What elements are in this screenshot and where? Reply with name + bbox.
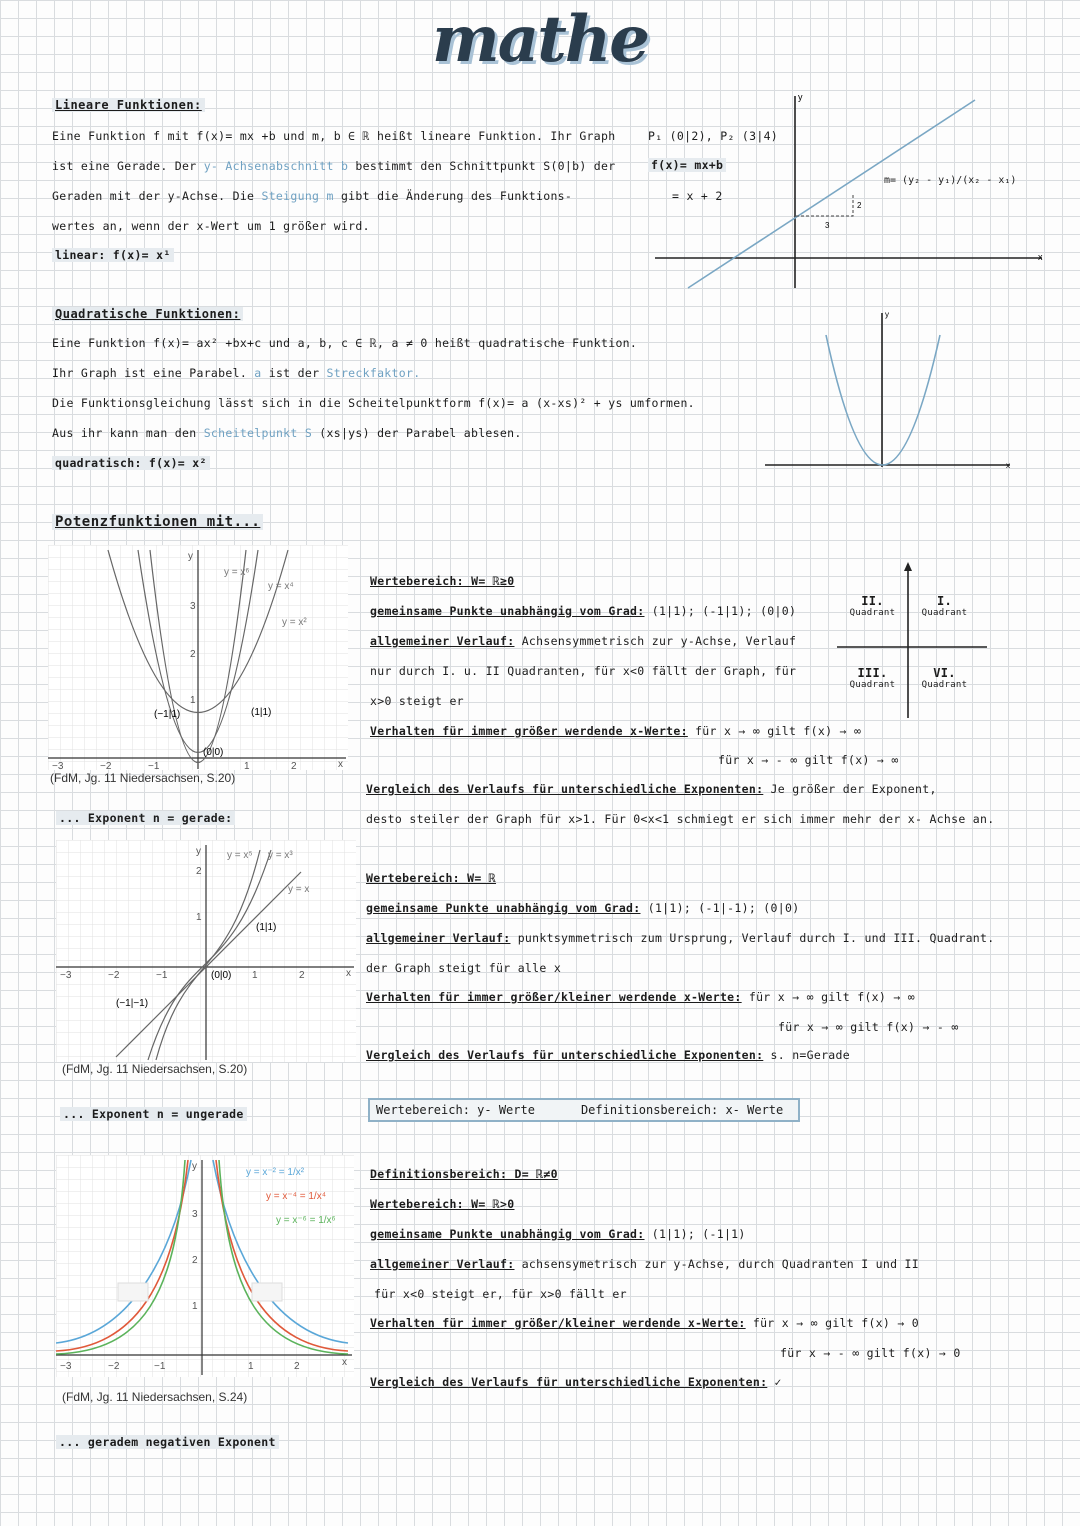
odd-point-1-1: (1|1) xyxy=(256,922,277,933)
odd-label-x3: y = x³ xyxy=(268,850,293,861)
svg-text:−2: −2 xyxy=(108,1361,120,1372)
even-t3: allgemeiner Verlauf: Achsensymmetrisch zur y-Achse, Verlauf xyxy=(370,634,797,648)
even-label-x4: y = x⁴ xyxy=(268,581,294,592)
power-heading: Potenzfunktionen mit... xyxy=(52,514,263,530)
neg-t2: Wertebereich: W= ℝ>0 xyxy=(370,1197,515,1211)
svg-text:−3: −3 xyxy=(60,1361,72,1372)
even-exponent-label: ... Exponent n = gerade: xyxy=(56,811,235,825)
svg-text:y: y xyxy=(188,551,193,562)
svg-text:y: y xyxy=(196,846,201,857)
odd-t3: allgemeiner Verlauf: punktsymmetrisch zum Ursprung, Verlauf durch I. und III. Quadrant. xyxy=(366,931,995,945)
quadratic-line-4: Aus ihr kann man den Scheitelpunkt S (xs|ys) der Parabel ablesen. xyxy=(52,426,522,440)
odd-point-m1-m1: (−1|−1) xyxy=(116,998,149,1009)
odd-t7: Vergleich des Verlaufs für unterschiedliche Exponenten: s. n=Gerade xyxy=(366,1048,850,1062)
linear-heading: Lineare Funktionen: xyxy=(52,98,205,112)
svg-text:−2: −2 xyxy=(108,970,120,981)
neg-t1: Definitionsbereich: D= ℝ≠0 xyxy=(370,1167,558,1181)
linear-points: P₁ (0|2), P₂ (3|4) xyxy=(648,129,779,143)
svg-text:1: 1 xyxy=(196,912,202,923)
even-t1: Wertebereich: W= ℝ≥0 xyxy=(370,574,515,588)
even-t5: x>0 steigt er xyxy=(370,694,464,708)
neg-t7: für x → - ∞ gilt f(x) → 0 xyxy=(780,1346,961,1360)
linear-graph xyxy=(650,88,1050,293)
quadratic-line-2: Ihr Graph ist eine Parabel. a ist der Streckfaktor. xyxy=(52,366,421,380)
neg-graph-caption: (FdM, Jg. 11 Niedersachsen, S.24) xyxy=(62,1390,248,1404)
even-label-x6: y = x⁶ xyxy=(224,567,250,578)
svg-text:3: 3 xyxy=(190,601,196,612)
quadratic-line-1: Eine Funktion f(x)= ax² +bx+c und a, b, c ∈ ℝ, a ≠ 0 heißt quadratische Funktion. xyxy=(52,336,638,350)
quadratic-summary: quadratisch: f(x)= x² xyxy=(52,456,210,470)
svg-text:2: 2 xyxy=(190,649,196,660)
odd-exponent-label: ... Exponent n = ungerade xyxy=(60,1107,247,1121)
odd-t1: Wertebereich: W= ℝ xyxy=(366,871,497,885)
even-t2: gemeinsame Punkte unabhängig vom Grad: (1|1); (-1|1); (0|0) xyxy=(370,604,797,618)
odd-point-0-0: (0|0) xyxy=(211,970,232,981)
linear-summary: linear: f(x)= x¹ xyxy=(52,248,174,262)
odd-t4: der Graph steigt für alle x xyxy=(366,961,562,975)
even-t6: Verhalten für immer größer werdende x-Werte: für x → ∞ gilt f(x) → ∞ xyxy=(370,724,862,738)
slope-dx-label: 3 xyxy=(825,221,830,230)
parabola-x-label: x xyxy=(1006,461,1010,470)
linear-formula: f(x)= mx+b xyxy=(648,158,726,172)
even-label-x2: y = x² xyxy=(282,617,307,628)
linear-line-2: ist eine Gerade. Der y- Achsenabschnitt b bestimmt den Schnittpunkt S(0|b) der xyxy=(52,159,616,173)
neg-label-x-6: y = x⁻⁶ = 1/x⁶ xyxy=(276,1215,336,1226)
odd-label-x1: y = x xyxy=(288,884,310,895)
neg-exponent-label: ... geradem negativen Exponent xyxy=(56,1435,279,1449)
neg-power-graph xyxy=(56,1155,354,1377)
linear-line-3: Geraden mit der y-Achse. Die Steigung m gibt die Änderung des Funktions- xyxy=(52,189,573,203)
svg-text:−1: −1 xyxy=(148,761,160,770)
quadrant-2: II. Quadrant xyxy=(849,594,896,618)
linear-x-label: x xyxy=(1038,252,1043,262)
slope-dy-label: 2 xyxy=(857,201,862,210)
even-t7: für x → - ∞ gilt f(x) → ∞ xyxy=(718,753,899,767)
slope-formula: m= (y₂ - y₁)/(x₂ - x₁) xyxy=(884,175,1017,186)
quadratic-heading: Quadratische Funktionen: xyxy=(52,307,243,321)
linear-y-label: y xyxy=(798,92,803,102)
neg-t5: für x<0 steigt er, für x>0 fällt er xyxy=(374,1287,627,1301)
linear-result: = x + 2 xyxy=(672,189,723,203)
neg-label-x-2: y = x⁻² = 1/x² xyxy=(246,1167,305,1178)
even-t9: desto steiler der Graph für x>1. Für 0<x<1 schmiegt er sich immer mehr der x- Achse an. xyxy=(366,812,995,826)
quadrant-3: III. Quadrant xyxy=(849,666,896,690)
neg-t8: Vergleich des Verlaufs für unterschiedliche Exponenten: ✓ xyxy=(370,1375,782,1389)
quadratic-line-3: Die Funktionsgleichung lässt sich in die Scheitelpunktform f(x)= a (x-xs)² + ys umformen. xyxy=(52,396,695,410)
odd-graph-caption: (FdM, Jg. 11 Niedersachsen, S.20) xyxy=(62,1062,248,1076)
svg-text:−1: −1 xyxy=(154,1361,166,1372)
svg-text:x: x xyxy=(338,759,343,770)
svg-text:−2: −2 xyxy=(100,761,112,770)
neg-t6: Verhalten für immer größer/kleiner werdende x-Werte: für x → ∞ gilt f(x) → 0 xyxy=(370,1316,920,1330)
parabola-graph xyxy=(760,305,1020,475)
svg-text:2: 2 xyxy=(192,1255,198,1266)
svg-text:y: y xyxy=(192,1161,197,1172)
odd-t5: Verhalten für immer größer/kleiner werdende x-Werte: für x → ∞ gilt f(x) → ∞ xyxy=(366,990,916,1004)
svg-text:2: 2 xyxy=(299,970,305,981)
parabola-curve xyxy=(826,335,940,465)
linear-line xyxy=(688,100,975,288)
even-power-graph xyxy=(48,545,348,770)
box-domain: Definitionsbereich: x- Werte xyxy=(580,1103,784,1117)
svg-text:−3: −3 xyxy=(52,761,64,770)
svg-text:2: 2 xyxy=(196,866,202,877)
svg-text:1: 1 xyxy=(248,1361,254,1372)
neg-label-x-4: y = x⁻⁴ = 1/x⁴ xyxy=(266,1191,327,1202)
linear-line-4: wertes an, wenn der x-Wert um 1 größer wird. xyxy=(52,219,370,233)
even-point-1-1: (1|1) xyxy=(251,707,272,718)
svg-text:2: 2 xyxy=(291,761,297,770)
svg-text:x: x xyxy=(342,1357,347,1368)
range-domain-box xyxy=(368,1098,800,1122)
svg-text:−3: −3 xyxy=(60,970,72,981)
linear-line-1: Eine Funktion f mit f(x)= mx +b und m, b ∈ ℝ heißt lineare Funktion. Ihr Graph xyxy=(52,129,616,143)
svg-text:2: 2 xyxy=(294,1361,300,1372)
svg-text:1: 1 xyxy=(244,761,250,770)
quadrant-diagram xyxy=(835,562,990,720)
neg-t3: gemeinsame Punkte unabhängig vom Grad: (1|1); (-1|1) xyxy=(370,1227,746,1241)
odd-label-x5: y = x⁵ xyxy=(227,850,253,861)
odd-t2: gemeinsame Punkte unabhängig vom Grad: (1|1); (-1|-1); (0|0) xyxy=(366,901,800,915)
even-graph-caption: (FdM, Jg. 11 Niedersachsen, S.20) xyxy=(50,771,236,785)
svg-text:1: 1 xyxy=(190,695,196,706)
even-t4: nur durch I. u. II Quadranten, für x<0 fällt der Graph, für xyxy=(370,664,797,678)
neg-t4: allgemeiner Verlauf: achsensymetrisch zur y-Achse, durch Quadranten I und II xyxy=(370,1257,920,1271)
quadrant-1: I. Quadrant xyxy=(921,594,968,618)
even-t8: Vergleich des Verlaufs für unterschiedliche Exponenten: Je größer der Exponent, xyxy=(366,782,937,796)
svg-text:x: x xyxy=(346,968,351,979)
even-point-0-0: (0|0) xyxy=(203,747,224,758)
box-range: Wertebereich: y- Werte xyxy=(376,1103,535,1117)
odd-t6: für x → ∞ gilt f(x) → - ∞ xyxy=(778,1020,959,1034)
svg-text:1: 1 xyxy=(252,970,258,981)
page-title: mathe xyxy=(432,2,648,77)
svg-text:3: 3 xyxy=(192,1209,198,1220)
svg-text:1: 1 xyxy=(192,1301,198,1312)
odd-power-graph xyxy=(56,840,356,1062)
parabola-y-label: y xyxy=(885,310,889,319)
svg-text:−1: −1 xyxy=(156,970,168,981)
even-point-m1-1: (−1|1) xyxy=(154,709,181,720)
quadrant-4: VI. Quadrant xyxy=(921,666,968,690)
